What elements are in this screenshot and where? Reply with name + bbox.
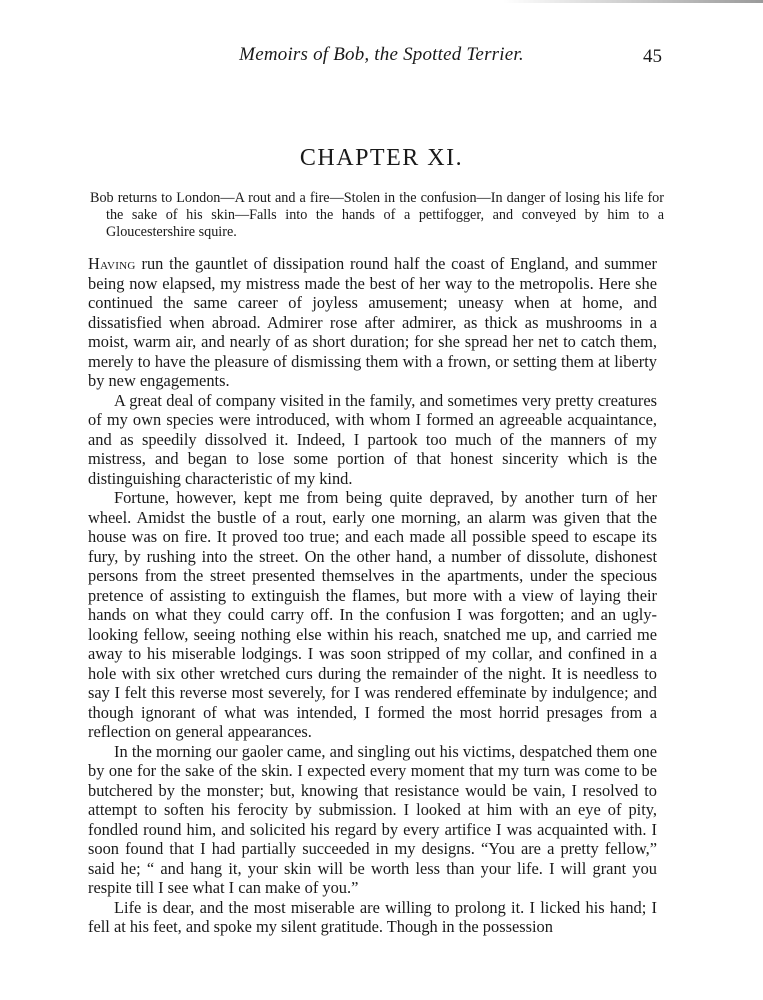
paragraph-5: Life is dear, and the most miserable are willing to prolong it. I licked his hand; I fell at his feet, and spoke my silent gratitude. Though in the possession	[88, 897, 657, 936]
paragraph-1-text: run the gauntlet of dissipation round half the coast of England, and summer being now elapsed, my mistress made the best of her way to the metropolis. Here she continued the same career of joyless amusement; uneasy when at home, and dissatisfied when abroad. Admirer rose after admirer, as thick as mushrooms in a moist, warm air, and nearly of as short duration; for she spread her net to catch them, merely to have the pleasure of dismissing them with a frown, or setting them at liberty by new engagements.	[88, 254, 657, 390]
page-number: 45	[643, 46, 662, 67]
paragraph-4: In the morning our gaoler came, and singling out his victims, despatched them one by one for the sake of the skin. I expected every moment that my turn was come to be butchered by the monster; but, knowing that resistance would be vain, I resolved to attempt to soften his ferocity by submission. I looked at him with an eye of pity, fondled round him, and solicited his regard by every artifice I was acquainted with. I soon found that I had partially succeeded in my designs. “You are a pretty fellow,” said he; “ and hang it, your skin will be worth less than your life. I will grant you respite till I see what I can make of you.”	[88, 741, 657, 897]
paragraph-2: A great deal of company visited in the family, and sometimes very pretty creatures of my own species were introduced, with whom I formed an agreeable acquaintance, and as speedily dissolved it. Indeed, I partook too much of the manners of my mistress, and began to lose some portion of that honest sincerity which is the distinguishing characteristic of my kind.	[88, 390, 657, 488]
paragraph-1	[88, 254, 657, 391]
drop-word: Having	[88, 254, 136, 273]
scan-edge-shadow	[503, 0, 763, 3]
running-title: Memoirs of Bob, the Spotted Terrier.	[239, 44, 524, 65]
chapter-synopsis: Bob returns to London—A rout and a fire—Stolen in the confusion—In danger of losing his life for the sake of his skin—Falls into the hands of a pettifogger, and conveyed by him to a Gloucestershire squire.	[90, 190, 664, 240]
body-text	[88, 254, 657, 937]
paragraph-3: Fortune, however, kept me from being quite depraved, by another turn of her wheel. Amidst the bustle of a rout, early one morning, an alarm was given that the house was on fire. It proved too true; and each made all possible speed to escape its fury, by rushing into the street. On the other hand, a number of dissolute, dishonest persons from the street presented themselves in the apartments, under the specious pretence of assisting to extinguish the flames, but more with a view of laying their hands on what they could carry off. In the confusion I was forgotten; and an ugly-looking fellow, seeing nothing else within his reach, snatched me up, and carried me away to his miserable lodgings. I was soon stripped of my collar, and confined in a hole with six other wretched curs during the remainder of the night. It is needless to say I felt this reverse most severely, for I was rendered effeminate by indulgence; and though ignorant of what was intended, I formed the most horrid presages from a reflection on general appearances.	[88, 488, 657, 741]
chapter-title: CHAPTER XI.	[299, 145, 464, 171]
